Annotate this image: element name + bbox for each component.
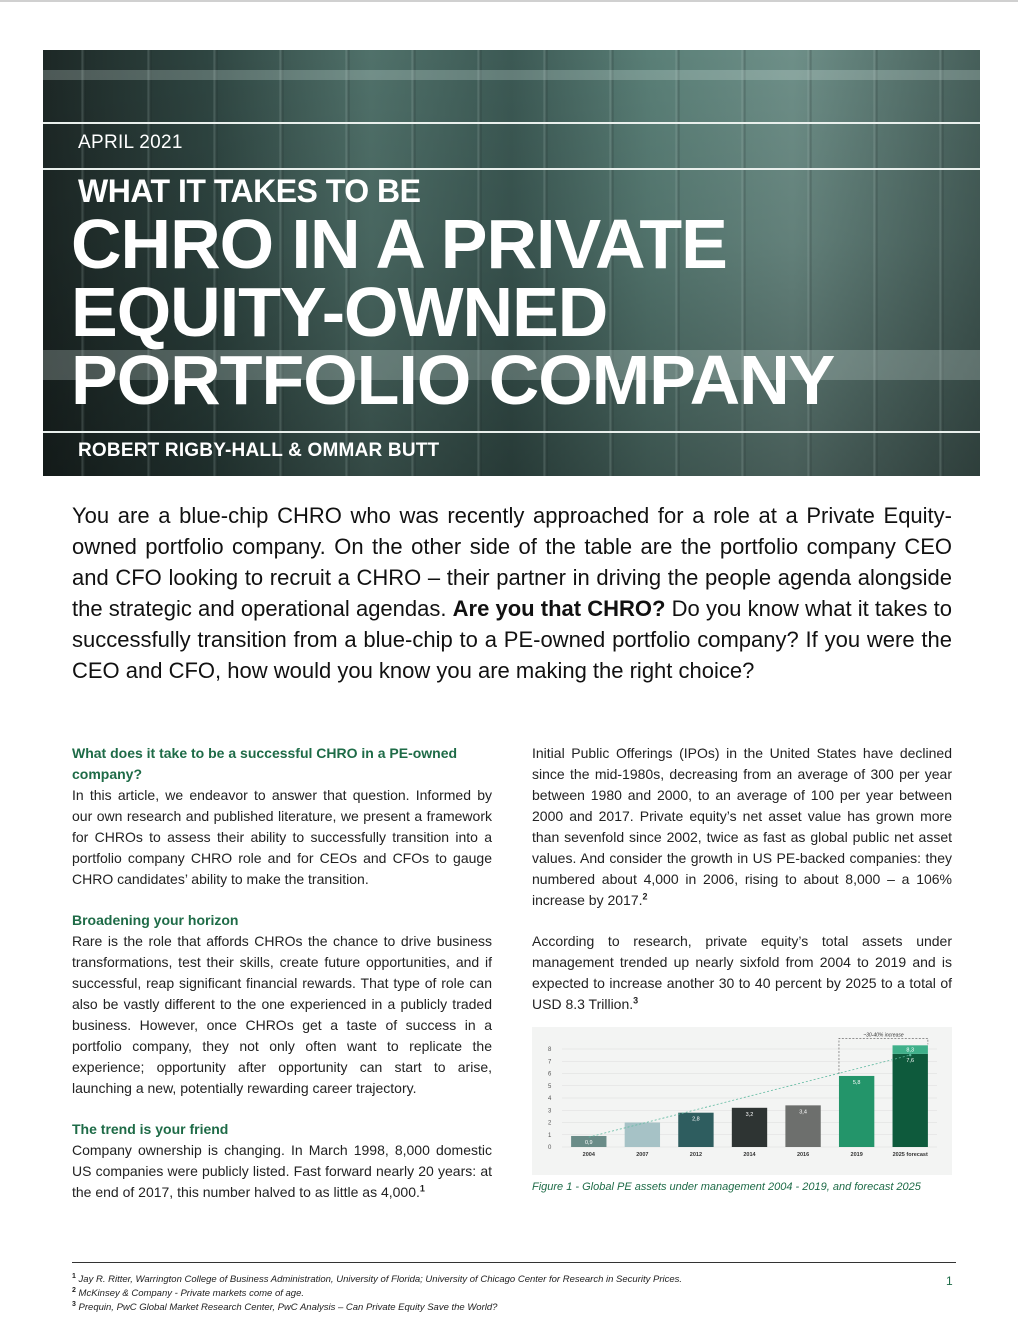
footnote-number: 1 <box>72 1272 76 1280</box>
y-tick-label: 4 <box>548 1096 552 1102</box>
data-label: 0,9 <box>584 1139 593 1146</box>
y-tick-label: 0 <box>548 1145 552 1151</box>
footnote-number: 3 <box>72 1300 76 1308</box>
issue-date: APRIL 2021 <box>78 132 183 153</box>
section-heading: What does it take to be a successful CHRO in a PE-owned company? <box>72 745 458 782</box>
page-number: 1 <box>946 1274 953 1288</box>
data-label: 5,8 <box>852 1079 861 1086</box>
footnotes <box>72 1273 932 1315</box>
data-label: 3,4 <box>799 1109 807 1116</box>
hero-glass-band <box>43 70 980 80</box>
title-line: CHRO IN A PRIVATE <box>71 205 727 283</box>
intro-emphasis: Are you that CHRO? <box>452 596 666 621</box>
hero-banner <box>43 50 980 476</box>
y-tick-label: 5 <box>548 1083 552 1090</box>
figure-caption: Figure 1 - Global PE assets under management 2004 - 2019, and forecast 2025 <box>532 1181 921 1193</box>
left-column <box>72 743 492 1223</box>
footnote-number: 2 <box>72 1286 76 1294</box>
hero-rule <box>43 168 980 170</box>
page-title <box>71 205 971 419</box>
intro-paragraph <box>72 500 952 686</box>
body-paragraph <box>72 1140 492 1203</box>
title-line: PORTFOLIO COMPANY <box>71 341 835 419</box>
body-text: Company ownership is changing. In March 1998, 8,000 domestic US companies were publicly listed. Fast forward nearly 20 years: at the end of 2017, this number halved to as little as 4,000. <box>72 1142 492 1200</box>
body-paragraph: Rare is the role that affords CHROs the chance to drive business transformations, test their skills, create future opportunities, and if successful, reap significant financial rewards. That type of role can also be vastly different to the one experienced in a publicly traded business. However, once CHROs get a taste of success in a portfolio company, they not only often want to replicate the experience; opportunity after opportunity can start to arise, launching a new, potentially rewarding career trajectory. <box>72 933 492 1096</box>
data-label: 8,3 <box>906 1047 915 1054</box>
body-paragraph <box>532 743 952 911</box>
footnote <box>72 1273 932 1287</box>
annotation-label: ~30-40% increase <box>863 1032 904 1039</box>
hero-rule <box>43 122 980 124</box>
body-paragraph: In this article, we endeavor to answer that question. Informed by our own research and published literature, we present a framework for CHROs to assess their ability to successfully transition into a portfolio company CHRO role and for CEOs and CFOs to gauge CHRO candidates’ ability to make the transition. <box>72 787 492 887</box>
x-tick-label: 2012 <box>689 1152 703 1158</box>
data-label: 7,6 <box>906 1057 915 1064</box>
title-line: EQUITY-OWNED <box>71 273 608 351</box>
bar <box>839 1076 874 1147</box>
bar <box>625 1123 660 1148</box>
x-tick-label: 2007 <box>636 1152 649 1158</box>
y-tick-label: 1 <box>548 1132 552 1139</box>
y-tick-label: 7 <box>548 1059 552 1066</box>
top-rule <box>0 0 1018 2</box>
data-label: 2,8 <box>692 1116 700 1123</box>
trend-point <box>909 1054 911 1056</box>
right-column <box>532 743 952 1035</box>
y-tick-label: 8 <box>548 1047 552 1053</box>
footnote <box>72 1287 932 1301</box>
chart-panel <box>532 1027 952 1175</box>
section-heading: Broadening your horizon <box>72 912 239 928</box>
body-text: According to research, private equity’s total assets under management trended up nearly sixfold from 2004 to 2019 and is expected to increase another 30 to 40 percent by 2025 to a total of USD 8.3 Trillion. <box>532 933 952 1012</box>
x-tick-label: 2019 <box>850 1152 863 1158</box>
footnote-ref[interactable]: 2 <box>642 891 648 902</box>
section-heading: The trend is your friend <box>72 1121 229 1137</box>
x-tick-label: 2025 forecast <box>892 1152 928 1158</box>
footnote-text: Prequin, PwC Global Market Research Center, PwC Analysis – Can Private Equity Save the World? <box>78 1302 498 1313</box>
footnote-ref[interactable]: 1 <box>419 1183 425 1194</box>
footnote-text: Jay R. Ritter, Warrington College of Business Administration, University of Florida; University of Chicago Center for Research in Security Prices. <box>78 1274 683 1285</box>
body-text: Initial Public Offerings (IPOs) in the United States have declined since the mid-1980s, decreasing from an average of 300 per year between 1980 and 2000, to an average of 100 per year between 2000 and 2017. Private equity’s net asset value has grown more than sevenfold since 2002, twice as fast as global public net asset values. And consider the growth in US PE-backed companies: they numbered about 4,000 in 2006, rising to about 8,000 – a 106% increase by 2017. <box>532 745 952 908</box>
footnote-ref[interactable]: 3 <box>633 995 639 1006</box>
y-tick-label: 6 <box>548 1071 552 1078</box>
x-tick-label: 2004 <box>582 1152 595 1158</box>
footer-rule <box>72 1262 956 1263</box>
intro-text: You are a blue-chip CHRO who was recently approached for a role at a Private Equity-owned portfolio company. On the other side of the table are the portfolio company CEO and CFO looking to recruit a CHRO – their partner in driving the people agenda alongside the strategic and operational agendas. <box>72 503 952 621</box>
x-tick-label: 2016 <box>796 1152 810 1158</box>
authors: ROBERT RIGBY-HALL & OMMAR BUTT <box>78 440 440 461</box>
x-tick-label: 2014 <box>743 1152 756 1158</box>
footnote-text: McKinsey & Company - Private markets come of age. <box>78 1288 304 1299</box>
pe-assets-chart <box>532 1027 952 1175</box>
intro-text: Do you know what it takes to successfully transition from a blue-chip to a PE-owned portfolio company? If you were the CEO and CFO, how would you know you are making the right choice? <box>72 596 953 683</box>
bar <box>893 1054 928 1147</box>
hero-rule <box>43 431 980 433</box>
title-kicker: WHAT IT TAKES TO BE <box>78 173 421 209</box>
y-tick-label: 3 <box>548 1108 552 1115</box>
footnote <box>72 1301 932 1315</box>
body-paragraph <box>532 931 952 1015</box>
data-label: 3,2 <box>745 1111 754 1118</box>
y-tick-label: 2 <box>548 1120 552 1127</box>
